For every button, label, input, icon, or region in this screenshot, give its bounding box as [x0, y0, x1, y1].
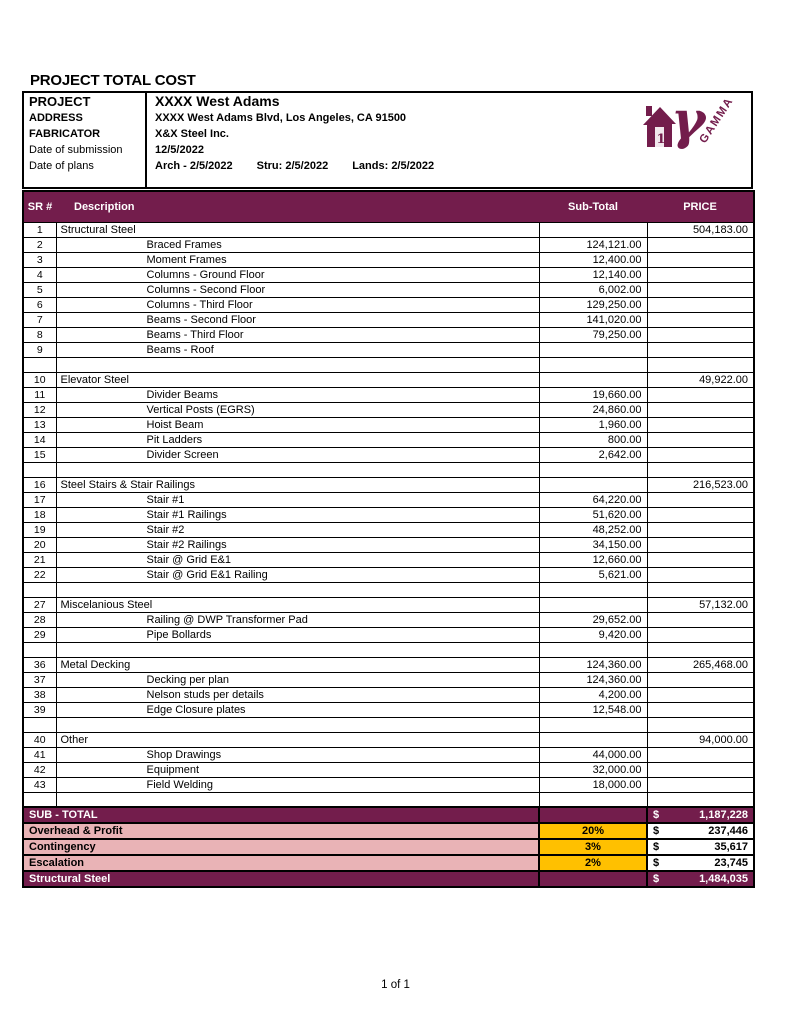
cell-description: Columns - Ground Floor: [56, 267, 539, 282]
table-row: [23, 477, 754, 492]
cell-description: Stair @ Grid E&1: [56, 552, 539, 567]
cell-subtotal: [539, 372, 647, 387]
header-divider-line: [145, 93, 147, 187]
summary-label: Overhead & Profit: [23, 823, 539, 839]
cell-description: Beams - Roof: [56, 342, 539, 357]
cell-description: Shop Drawings: [56, 747, 539, 762]
cell-price: [647, 237, 754, 252]
cell-price: [647, 762, 754, 777]
cell-sr: 19: [23, 522, 56, 537]
cell-subtotal: 34,150.00: [539, 537, 647, 552]
cell-price: [647, 447, 754, 462]
table-row: [23, 342, 754, 357]
cell-description: Vertical Posts (EGRS): [56, 402, 539, 417]
cell-price: [647, 522, 754, 537]
blank-row: [23, 582, 754, 597]
cell-price: [647, 777, 754, 792]
table-row: [23, 267, 754, 282]
cell-price: [647, 537, 754, 552]
cell-subtotal: [539, 357, 647, 372]
cell-subtotal: 124,360.00: [539, 672, 647, 687]
table-row: [23, 492, 754, 507]
blank-row: [23, 357, 754, 372]
cell-sr: 13: [23, 417, 56, 432]
cell-subtotal: [539, 477, 647, 492]
cell-sr: 8: [23, 327, 56, 342]
cell-sr: 15: [23, 447, 56, 462]
table-row: [23, 372, 754, 387]
cell-sr: [23, 792, 56, 807]
cost-table: [22, 190, 755, 888]
summary-percentage: 3%: [539, 839, 647, 855]
cell-description: Equipment: [56, 762, 539, 777]
table-row: [23, 612, 754, 627]
cell-sr: 42: [23, 762, 56, 777]
cell-subtotal: 2,642.00: [539, 447, 647, 462]
cell-sr: 4: [23, 267, 56, 282]
cell-description: Stair #2: [56, 522, 539, 537]
cell-description: Stair #1 Railings: [56, 507, 539, 522]
summary-row: [23, 871, 754, 887]
cell-price: [647, 462, 754, 477]
cell-price: [647, 792, 754, 807]
table-row: [23, 702, 754, 717]
cell-price: [647, 552, 754, 567]
cell-subtotal: 51,620.00: [539, 507, 647, 522]
cell-description: Braced Frames: [56, 237, 539, 252]
table-row: [23, 672, 754, 687]
cell-description: [56, 462, 539, 477]
table-row: [23, 237, 754, 252]
cell-sr: 10: [23, 372, 56, 387]
table-row: [23, 657, 754, 672]
plan-date: Stru: 2/5/2022: [256, 160, 329, 172]
cell-price: 49,922.00: [647, 372, 754, 387]
cell-subtotal: 12,548.00: [539, 702, 647, 717]
summary-amount: [647, 871, 754, 887]
blank-row: [23, 717, 754, 732]
cell-price: [647, 747, 754, 762]
summary-amount: [647, 855, 754, 871]
cell-subtotal: 12,400.00: [539, 252, 647, 267]
cell-sr: 16: [23, 477, 56, 492]
cell-sr: 18: [23, 507, 56, 522]
amount-value: 237,446: [708, 825, 748, 837]
cell-subtotal: 141,020.00: [539, 312, 647, 327]
table-row: [23, 687, 754, 702]
cell-description: Nelson studs per details: [56, 687, 539, 702]
cell-description: Decking per plan: [56, 672, 539, 687]
cell-sr: 22: [23, 567, 56, 582]
cell-sr: 7: [23, 312, 56, 327]
header-field-label: Date of plans: [29, 160, 94, 172]
cell-sr: [23, 642, 56, 657]
cell-sr: 12: [23, 402, 56, 417]
cell-subtotal: 9,420.00: [539, 627, 647, 642]
cell-sr: 43: [23, 777, 56, 792]
summary-label: Contingency: [23, 839, 539, 855]
summary-label: Structural Steel: [23, 871, 539, 887]
cell-subtotal: 5,621.00: [539, 567, 647, 582]
cell-description: Divider Screen: [56, 447, 539, 462]
cell-price: [647, 432, 754, 447]
cell-description: [56, 792, 539, 807]
amount-value: 35,617: [714, 841, 748, 853]
page-title: PROJECT TOTAL COST: [30, 72, 196, 89]
cell-price: [647, 297, 754, 312]
cell-price: [647, 402, 754, 417]
table-row: [23, 537, 754, 552]
cell-subtotal: 29,652.00: [539, 612, 647, 627]
summary-amount: [647, 839, 754, 855]
cell-sr: [23, 462, 56, 477]
gamma-symbol: γ: [671, 94, 706, 151]
gamma-logo: [631, 94, 743, 158]
cell-description: Moment Frames: [56, 252, 539, 267]
cell-sr: 38: [23, 687, 56, 702]
cell-sr: [23, 357, 56, 372]
table-row: [23, 777, 754, 792]
cell-price: [647, 327, 754, 342]
column-header-subtotal: Sub-Total: [539, 191, 647, 222]
cell-sr: 9: [23, 342, 56, 357]
table-header-row: [23, 191, 754, 222]
cell-sr: 37: [23, 672, 56, 687]
table-row: [23, 312, 754, 327]
currency-symbol: $: [653, 825, 660, 837]
cell-subtotal: 124,360.00: [539, 657, 647, 672]
cell-subtotal: [539, 732, 647, 747]
cell-subtotal: [539, 342, 647, 357]
cell-description: Structural Steel: [56, 222, 539, 237]
table-row: [23, 522, 754, 537]
cell-price: [647, 252, 754, 267]
cell-subtotal: 6,002.00: [539, 282, 647, 297]
cell-subtotal: [539, 222, 647, 237]
cell-description: Elevator Steel: [56, 372, 539, 387]
cell-description: [56, 582, 539, 597]
cell-sr: 28: [23, 612, 56, 627]
cell-price: [647, 342, 754, 357]
cell-sr: 17: [23, 492, 56, 507]
summary-row: [23, 839, 754, 855]
cell-price: [647, 642, 754, 657]
cell-subtotal: 800.00: [539, 432, 647, 447]
cell-description: Columns - Second Floor: [56, 282, 539, 297]
cell-sr: 14: [23, 432, 56, 447]
gamma-logo-text: GAMMA: [697, 95, 736, 146]
summary-amount: [647, 823, 754, 839]
cell-sr: 5: [23, 282, 56, 297]
summary-row: [23, 855, 754, 871]
cell-description: Edge Closure plates: [56, 702, 539, 717]
cell-price: [647, 417, 754, 432]
summary-label: Escalation: [23, 855, 539, 871]
cell-price: 504,183.00: [647, 222, 754, 237]
plan-date: Arch - 2/5/2022: [155, 160, 233, 172]
summary-money: [653, 824, 748, 838]
cell-description: [56, 642, 539, 657]
table-row: [23, 402, 754, 417]
cell-subtotal: 48,252.00: [539, 522, 647, 537]
cell-price: [647, 567, 754, 582]
table-row: [23, 417, 754, 432]
cell-subtotal: [539, 597, 647, 612]
cell-subtotal: [539, 792, 647, 807]
summary-percentage: 2%: [539, 855, 647, 871]
cell-price: [647, 582, 754, 597]
blank-row: [23, 462, 754, 477]
cell-price: [647, 687, 754, 702]
summary-money: [653, 808, 748, 822]
cell-description: Metal Decking: [56, 657, 539, 672]
table-row: [23, 297, 754, 312]
cell-price: [647, 312, 754, 327]
cell-sr: 29: [23, 627, 56, 642]
table-row: [23, 387, 754, 402]
cell-description: Other: [56, 732, 539, 747]
header-field-row: [24, 158, 751, 174]
cell-description: Miscelanious Steel: [56, 597, 539, 612]
cell-sr: 6: [23, 297, 56, 312]
cell-sr: [23, 717, 56, 732]
cell-price: [647, 717, 754, 732]
table-row: [23, 552, 754, 567]
cell-sr: 39: [23, 702, 56, 717]
cell-price: [647, 492, 754, 507]
cell-subtotal: [539, 642, 647, 657]
table-row: [23, 627, 754, 642]
table-row: [23, 567, 754, 582]
cell-description: [56, 717, 539, 732]
summary-money: [653, 872, 748, 886]
header-field-value: XXXX West Adams: [155, 93, 280, 109]
summary-money: [653, 856, 748, 870]
header-field-label: FABRICATOR: [29, 128, 101, 140]
cell-sr: 2: [23, 237, 56, 252]
cell-price: [647, 357, 754, 372]
cell-price: [647, 387, 754, 402]
cell-description: Steel Stairs & Stair Railings: [56, 477, 539, 492]
cell-description: Pipe Bollards: [56, 627, 539, 642]
table-row: [23, 327, 754, 342]
table-row: [23, 732, 754, 747]
cell-sr: 40: [23, 732, 56, 747]
cell-sr: 41: [23, 747, 56, 762]
cell-price: [647, 702, 754, 717]
currency-symbol: $: [653, 873, 660, 885]
cell-sr: 1: [23, 222, 56, 237]
cell-subtotal: 18,000.00: [539, 777, 647, 792]
svg-text:1: 1: [656, 132, 666, 147]
amount-value: 23,745: [714, 857, 748, 869]
cell-price: [647, 612, 754, 627]
cell-description: Divider Beams: [56, 387, 539, 402]
cell-description: Field Welding: [56, 777, 539, 792]
table-row: [23, 432, 754, 447]
blank-row: [23, 792, 754, 807]
cell-subtotal: 79,250.00: [539, 327, 647, 342]
cell-price: [647, 267, 754, 282]
table-row: [23, 282, 754, 297]
cell-description: Stair #2 Railings: [56, 537, 539, 552]
table-row: [23, 507, 754, 522]
cell-price: [647, 627, 754, 642]
cell-subtotal: 24,860.00: [539, 402, 647, 417]
column-header-price: PRICE: [647, 191, 754, 222]
cell-sr: 11: [23, 387, 56, 402]
summary-percentage: 20%: [539, 823, 647, 839]
summary-percentage: [539, 871, 647, 887]
currency-symbol: $: [653, 841, 660, 853]
header-field-label: ADDRESS: [29, 112, 83, 124]
footer-page-number: 1 of 1: [381, 979, 410, 991]
cell-description: Columns - Third Floor: [56, 297, 539, 312]
cell-subtotal: 124,121.00: [539, 237, 647, 252]
cell-subtotal: [539, 717, 647, 732]
cell-description: Pit Ladders: [56, 432, 539, 447]
summary-amount: [647, 807, 754, 823]
currency-symbol: $: [653, 809, 660, 821]
cell-subtotal: 19,660.00: [539, 387, 647, 402]
currency-symbol: $: [653, 857, 660, 869]
cell-price: [647, 672, 754, 687]
summary-row: [23, 823, 754, 839]
cell-price: [647, 507, 754, 522]
header-field-value: XXXX West Adams Blvd, Los Angeles, CA 91500: [155, 112, 407, 124]
cell-subtotal: [539, 462, 647, 477]
cell-subtotal: [539, 582, 647, 597]
cell-sr: 36: [23, 657, 56, 672]
amount-value: 1,484,035: [699, 873, 748, 885]
cell-description: [56, 357, 539, 372]
table-row: [23, 747, 754, 762]
cell-price: 265,468.00: [647, 657, 754, 672]
cell-description: Beams - Third Floor: [56, 327, 539, 342]
cell-description: Beams - Second Floor: [56, 312, 539, 327]
cell-price: 216,523.00: [647, 477, 754, 492]
summary-percentage: [539, 807, 647, 823]
cell-description: Stair #1: [56, 492, 539, 507]
blank-row: [23, 642, 754, 657]
cell-description: Stair @ Grid E&1 Railing: [56, 567, 539, 582]
plan-date: Lands: 2/5/2022: [352, 160, 435, 172]
summary-row: [23, 807, 754, 823]
header-field-label: Date of submission: [29, 144, 123, 156]
gamma-logo-graphic: [631, 94, 743, 158]
cell-price: [647, 282, 754, 297]
cell-subtotal: 64,220.00: [539, 492, 647, 507]
table-row: [23, 222, 754, 237]
cell-description: Railing @ DWP Transformer Pad: [56, 612, 539, 627]
cell-sr: 21: [23, 552, 56, 567]
cost-table-body: [23, 222, 754, 887]
header-field-value: [145, 158, 751, 174]
cell-sr: 27: [23, 597, 56, 612]
cell-subtotal: 12,140.00: [539, 267, 647, 282]
header-field-value: 12/5/2022: [155, 144, 204, 156]
table-row: [23, 762, 754, 777]
header-field-label: PROJECT: [29, 94, 91, 109]
amount-value: 1,187,228: [699, 809, 748, 821]
column-header-description: Description: [56, 191, 539, 222]
cell-subtotal: 4,200.00: [539, 687, 647, 702]
table-row: [23, 447, 754, 462]
cell-subtotal: 12,660.00: [539, 552, 647, 567]
cell-price: 57,132.00: [647, 597, 754, 612]
cell-subtotal: 44,000.00: [539, 747, 647, 762]
column-header-sr: SR #: [23, 191, 56, 222]
cell-subtotal: 129,250.00: [539, 297, 647, 312]
cell-sr: 3: [23, 252, 56, 267]
cell-description: Hoist Beam: [56, 417, 539, 432]
summary-money: [653, 840, 748, 854]
cell-subtotal: 32,000.00: [539, 762, 647, 777]
table-row: [23, 597, 754, 612]
cell-sr: [23, 582, 56, 597]
summary-label: SUB - TOTAL: [23, 807, 539, 823]
cell-price: 94,000.00: [647, 732, 754, 747]
header-field-value: X&X Steel Inc.: [155, 128, 229, 140]
cell-sr: 20: [23, 537, 56, 552]
table-row: [23, 252, 754, 267]
cell-subtotal: 1,960.00: [539, 417, 647, 432]
project-header-box: [22, 91, 753, 189]
